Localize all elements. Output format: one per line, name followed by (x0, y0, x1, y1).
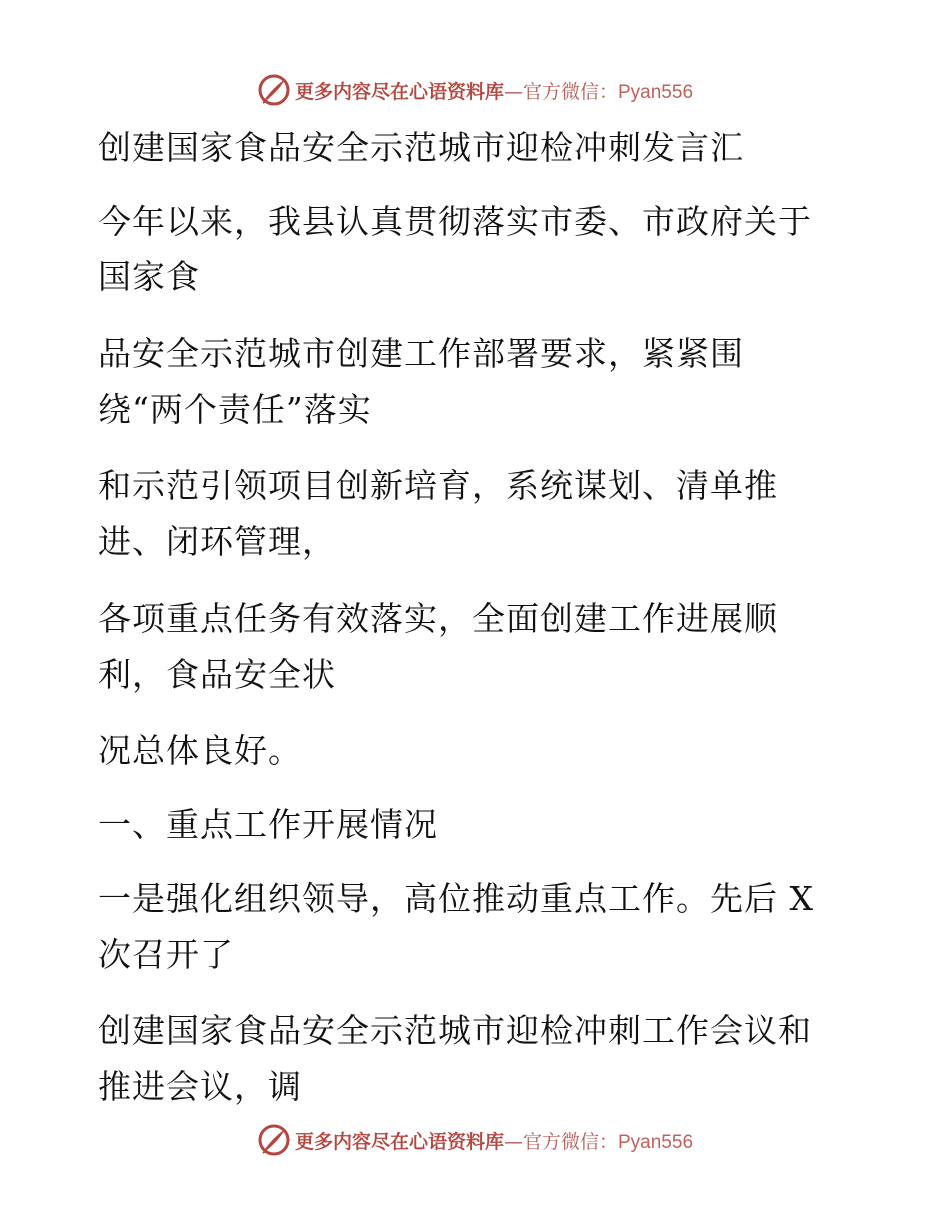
watermark-account-label: 官方微信： (522, 80, 618, 103)
watermark-text (295, 77, 693, 104)
watermark-brand: 更多内容尽在心语资料库 (294, 80, 504, 103)
paragraph-line: 和示范引领项目创新培育，系统谋划、清单推 (98, 466, 778, 505)
watermark-account-id: Pyan556 (618, 81, 694, 103)
watermark-account-id: Pyan556 (618, 1131, 694, 1153)
paragraph-line: 一是强化组织领导，高位推动重点工作。先后 X (98, 879, 814, 918)
paragraph-line: 进、闭环管理， (98, 522, 336, 561)
section-heading: 一、重点工作开展情况 (98, 805, 438, 844)
paragraph-line: 品安全示范城市创建工作部署要求，紧紧围 (98, 334, 744, 373)
paragraph-line: 今年以来，我县认真贯彻落实市委、市政府关于 (98, 202, 812, 241)
watermark-text (295, 1127, 693, 1154)
watermark-brand: 更多内容尽在心语资料库 (294, 1130, 504, 1153)
watermark-account-label: 官方微信： (522, 1130, 618, 1153)
paragraph-line: 况总体良好。 (98, 731, 302, 770)
footer-watermark (0, 1120, 950, 1160)
paragraph-line: 利，食品安全状 (98, 655, 336, 694)
paragraph-line: 推进会议，调 (98, 1067, 302, 1106)
paragraph-line: 绕“两个责任”落实 (98, 390, 372, 429)
paragraph-line: 创建国家食品安全示范城市迎检冲刺工作会议和 (98, 1011, 812, 1050)
paragraph-line: 各项重点任务有效落实，全面创建工作进展顺 (98, 599, 778, 638)
document-title: 创建国家食品安全示范城市迎检冲刺发言汇 (98, 128, 744, 167)
paragraph-line: 国家食 (98, 257, 200, 296)
quill-logo-icon (257, 1123, 291, 1157)
watermark-dash: — (503, 80, 523, 103)
header-watermark (0, 70, 950, 110)
watermark-dash: — (503, 1130, 523, 1153)
paragraph-line: 次召开了 (98, 935, 234, 974)
quill-logo-icon (257, 73, 291, 107)
